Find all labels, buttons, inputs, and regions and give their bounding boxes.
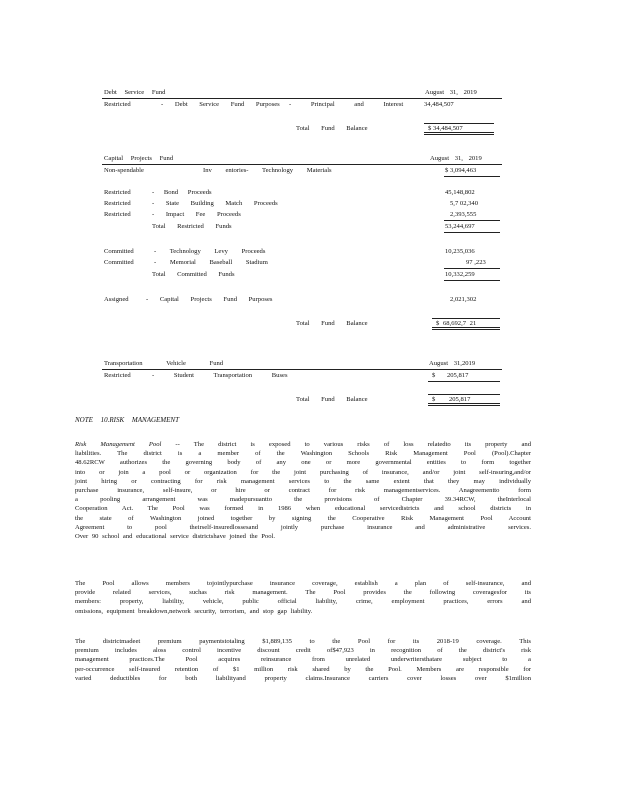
transport-fund-date: August 31,2019 [429, 360, 476, 367]
debt-row-desc: - Debt Service Fund Purposes [161, 101, 280, 108]
note-lead-in: Risk Management Pool [75, 441, 162, 448]
capital-committed-total-label: Total Committed Funds [152, 271, 235, 278]
transport-row-rule [428, 381, 500, 382]
transport-total-label: Total Fund Balance [296, 396, 368, 403]
capital-committed-label: Committed [104, 259, 134, 266]
note-line: omissions, equipment breakdown,network security, terrorism, and stop gap liability. [75, 607, 313, 615]
note-line: provide related services, suchas risk management. The Pool provides the following coveragesfor its [75, 589, 531, 597]
capital-committed-value: 97 ,223 [466, 259, 486, 266]
debt-header-rule [102, 98, 502, 99]
note-line: Cooperation Act. The Pool was formed in 1986 when educational servicedistricts and school districts in [75, 505, 531, 513]
capital-fund-header: Capital Projects Fund [104, 155, 174, 162]
capital-restricted-value: 2,393,555 [450, 211, 477, 218]
capital-committed-label: Committed [104, 248, 134, 255]
transport-total-value: $ 205,817 [432, 396, 471, 403]
capital-restricted-total-value: 53,244,697 [445, 223, 475, 230]
capital-assigned-value: 2,021,302 [450, 296, 477, 303]
note-line: a pooling arrangement was madepursuantto the provisions of Chapter 39.34RCW, theInterlocal [75, 496, 531, 504]
note-line: varied deductibles for both liabilityand property claims.Insurance carriers cover losses over $1million [75, 674, 531, 682]
note-line: into or join a pool or organization for the joint purchasing of insurance, and/or joint self-insuring,and/or [75, 468, 531, 476]
capital-header-rule [102, 164, 502, 165]
capital-committed-desc: - Memorial Baseball Stadium [154, 259, 268, 266]
capital-restricted-label: Restricted [104, 200, 131, 207]
note-line: Risk Management Pool -- The district is exposed to various risks of loss relatedto its property and [75, 441, 531, 448]
note-line: premium includes aloss control incentive discount credit of$47,923 in recognition of the district's risk [75, 647, 531, 655]
capital-restricted-value: 45,148,802 [445, 189, 475, 196]
note-title: NOTE 10.RISK MANAGEMENT [75, 416, 179, 424]
note-line: per-occurrence self-insured retention of $1 million risk shared by the Pool. Members are responsible for [75, 665, 531, 673]
capital-committed-value: 10,235,036 [445, 248, 475, 255]
debt-total-label: Total Fund Balance [296, 125, 368, 132]
note-line: joint hiring or contracting for risk management services to the same extent that they may individually [75, 477, 531, 485]
debt-row-value: 34,484,507 [424, 101, 454, 108]
capital-nonspendable-label: Non-spendable [104, 167, 144, 174]
capital-fund-date: August 31, 2019 [430, 155, 482, 162]
capital-total-value: $ 68,692,7 21 [436, 320, 477, 327]
capital-restricted-value: 5,7 02,340 [450, 200, 479, 207]
note-line: 48.62RCW authorizes the governing body of any one or more governmental entities to form together [75, 459, 531, 467]
note-line: liabilities. The district is a member of the Washington Schools Risk Management Pool (Pool).Chapter [75, 450, 531, 458]
capital-total-label: Total Fund Balance [296, 320, 368, 327]
note-line: The Pool allows members tojointlypurchase insurance coverage, establish a plan of self-insurance, and [75, 580, 531, 587]
capital-committed-desc: - Technology Levy Proceeds [154, 248, 266, 255]
debt-row-label: Restricted [104, 101, 131, 108]
capital-assigned-label: Assigned [104, 296, 129, 303]
note-paragraph-1 [75, 440, 531, 541]
capital-restricted-total-label: Total Restricted Funds [152, 223, 232, 230]
capital-nonspendable-value: $ 3,094,463 [445, 167, 477, 174]
capital-restricted-desc: - Impact Fee Proceeds [152, 211, 241, 218]
capital-nonspendable-rule [444, 176, 500, 177]
debt-row-desc2: - Principal and Interest [289, 101, 404, 108]
transport-row-desc: - Student Transportation Buses [152, 372, 288, 379]
capital-committed-total-value: 10,332,259 [445, 271, 475, 278]
note-line: The districtmadeet premium paymentstotaling $1,889,135 to the Pool for its 2018-19 coverage. This [75, 638, 531, 645]
capital-restricted-total-rule [444, 232, 500, 233]
debt-total-value: $ 34,484,507 [428, 125, 463, 132]
debt-fund-header: Debt Service Fund [104, 89, 166, 96]
capital-committed-total-rule [444, 280, 500, 281]
capital-committed-rule [444, 268, 500, 269]
note-line: Agreement to pool theirself-insuredlossesand jointly purchase insurance and administrative services. [75, 523, 531, 531]
capital-nonspendable-desc: Inv entories- Technology Materials [203, 167, 332, 174]
capital-restricted-desc: - State Building Match Proceeds [152, 200, 278, 207]
note-line: Over 90 school and educational service districtshave joined the Pool. [75, 532, 276, 540]
note-line: the state of Washington joined together by signing the Cooperative Risk Management Pool Account [75, 514, 531, 522]
capital-restricted-desc: - Bond Proceeds [152, 189, 212, 196]
debt-fund-date: August 31, 2019 [425, 89, 477, 96]
transport-row-value: $ 205,817 [432, 372, 469, 379]
transport-fund-header: Transportation Vehicle Fund [104, 360, 224, 367]
note-line: members: property, liability, vehicle, public official liability, crime, employment practices, errors and [75, 598, 531, 606]
capital-assigned-desc: - Capital Projects Fund Purposes [146, 296, 273, 303]
note-paragraph-2 [75, 579, 531, 616]
transport-row-label: Restricted [104, 372, 131, 379]
note-paragraph-3 [75, 637, 531, 683]
capital-restricted-rule [444, 220, 500, 221]
note-line: purchase insurance, self-insure, or hire or contract for risk managementservices. Anagreementto form [75, 486, 531, 494]
capital-restricted-label: Restricted [104, 189, 131, 196]
note-line: management practices.The Pool acquires reinsurance from unrelated underwritersthatare subject to a [75, 656, 531, 664]
capital-restricted-label: Restricted [104, 211, 131, 218]
transport-header-rule [102, 369, 502, 370]
